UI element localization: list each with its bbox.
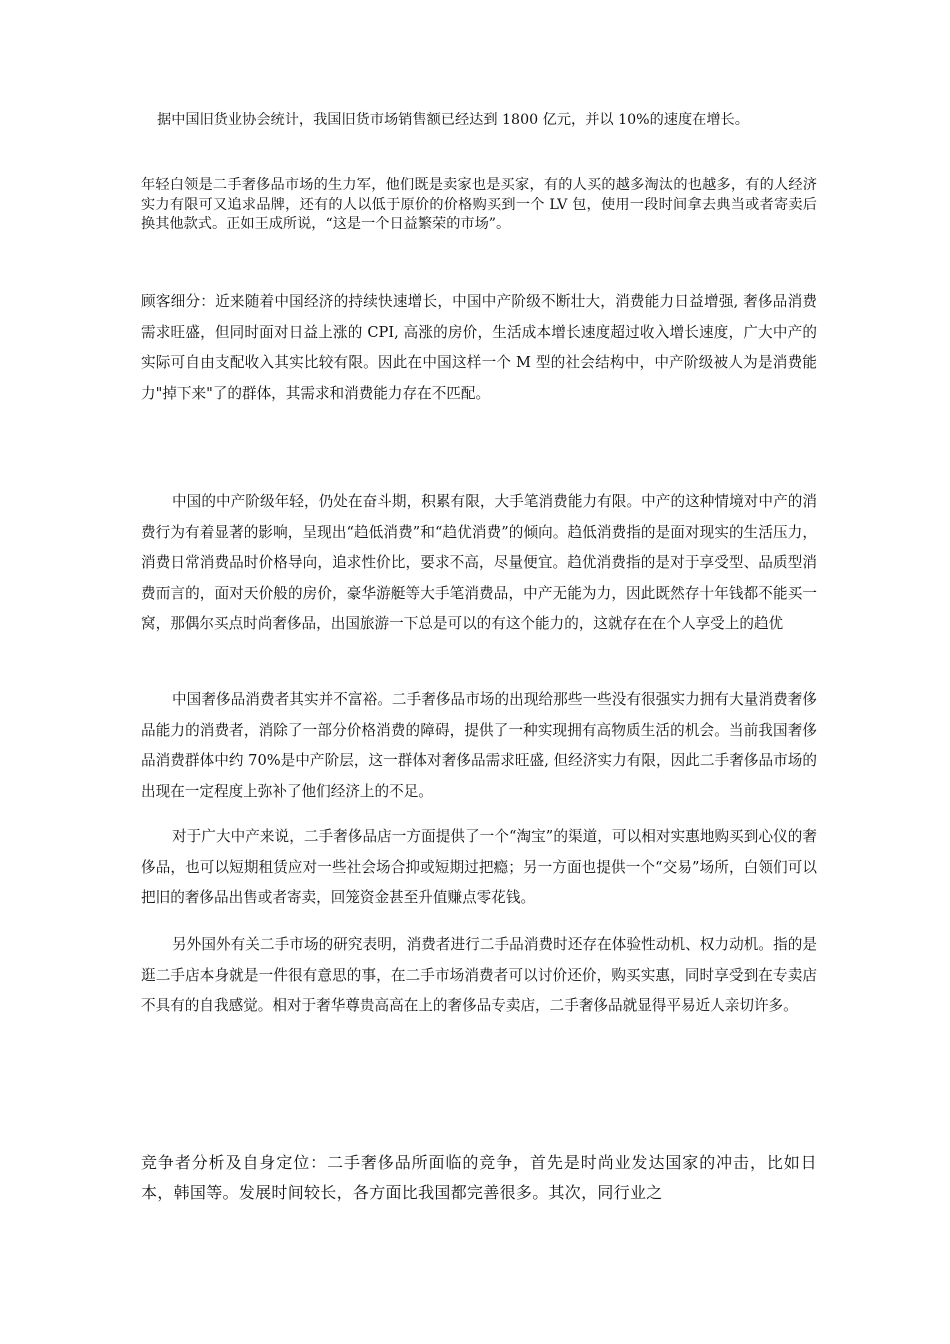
paragraph-foreign-research: 另外国外有关二手市场的研究表明，消费者进行二手品消费时还存在体验性动机、权力动机。指的是逛二手店本身就是一件很有意思的事，在二手市场消费者可以讨价还价，购买实惠，同时享受到在专卖店不具有的自我感觉。相对于奢华尊贵高高在上的奢侈品专卖店，二手奢侈品就显得平易近人亲切许多。 [141,936,817,1014]
paragraph-middle-class-consumption: 中国的中产阶级年轻，仍处在奋斗期，积累有限，大手笔消费能力有限。中产的这种情境对中产的消费行为有着显著的影响，呈现出“趋低消费”和“趋优消费”的倾向。趋低消费指的是面对现实的生活压力，消费日常消费品时价格导向，追求性价比，要求不高，尽量便宜。趋优消费指的是对于享受型、品质型消费而言的，面对天价般的房价，豪华游艇等大手笔消费品，中产无能为力，因此既然存十年钱都不能买一窝，那偶尔买点时尚奢侈品，出国旅游一下总是可以的有这个能力的，这就存在在个人享受上的趋优 [141,493,817,632]
paragraph-young-white-collar: 年轻白领是二手奢侈品市场的生力军，他们既是卖家也是买家，有的人买的越多淘汰的也越多，有的人经济实力有限可又追求品牌，还有的人以低于原价的价格购买到一个 LV 包，使用一段时间拿去典当或者寄卖后换其他款式。正如王成所说，“这是一个日益繁荣的市场”。 [141,177,817,232]
paragraph-competitor-analysis: 竞争者分析及自身定位：二手奢侈品所面临的竞争，首先是时尚业发达国家的冲击，比如日本，韩国等。发展时间较长，各方面比我国都完善很多。其次，同行业之 [141,1153,817,1202]
paragraph-second-hand-store-benefits: 对于广大中产来说，二手奢侈品店一方面提供了一个“淘宝”的渠道，可以相对实惠地购买到心仪的奢侈品，也可以短期租赁应对一些社会场合抑或短期过把瘾；另一方面也提供一个“交易”场所，白领们可以把旧的奢侈品出售或者寄卖，回笼资金甚至升值赚点零花钱。 [141,828,817,906]
paragraph-luxury-consumers: 中国奢侈品消费者其实并不富裕。二手奢侈品市场的出现给那些一些没有很强实力拥有大量消费奢侈品能力的消费者，消除了一部分价格消费的障碍，提供了一种实现拥有高物质生活的机会。当前我国奢侈品消费群体中约 70%是中产阶层，这一群体对奢侈品需求旺盛, 但经济实力有限，因此二手奢侈品市场的出现在一定程度上弥补了他们经济上的不足。 [141,691,817,800]
paragraph-market-statistics: 据中国旧货业协会统计，我国旧货市场销售额已经达到 1800 亿元，并以 10%的速度在增长。 [157,112,749,128]
paragraph-customer-segmentation: 顾客细分：近来随着中国经济的持续快速增长，中国中产阶级不断壮大，消费能力日益增强, 奢侈品消费需求旺盛，但同时面对日益上涨的 CPI, 高涨的房价，生活成本增长速度超过收入增长速度，广大中产的实际可自由支配收入其实比较有限。因此在中国这样一个 M 型的社会结构中，中产阶级被人为是消费能力"掉下来"了的群体，其需求和消费能力存在不匹配。 [141,293,817,402]
